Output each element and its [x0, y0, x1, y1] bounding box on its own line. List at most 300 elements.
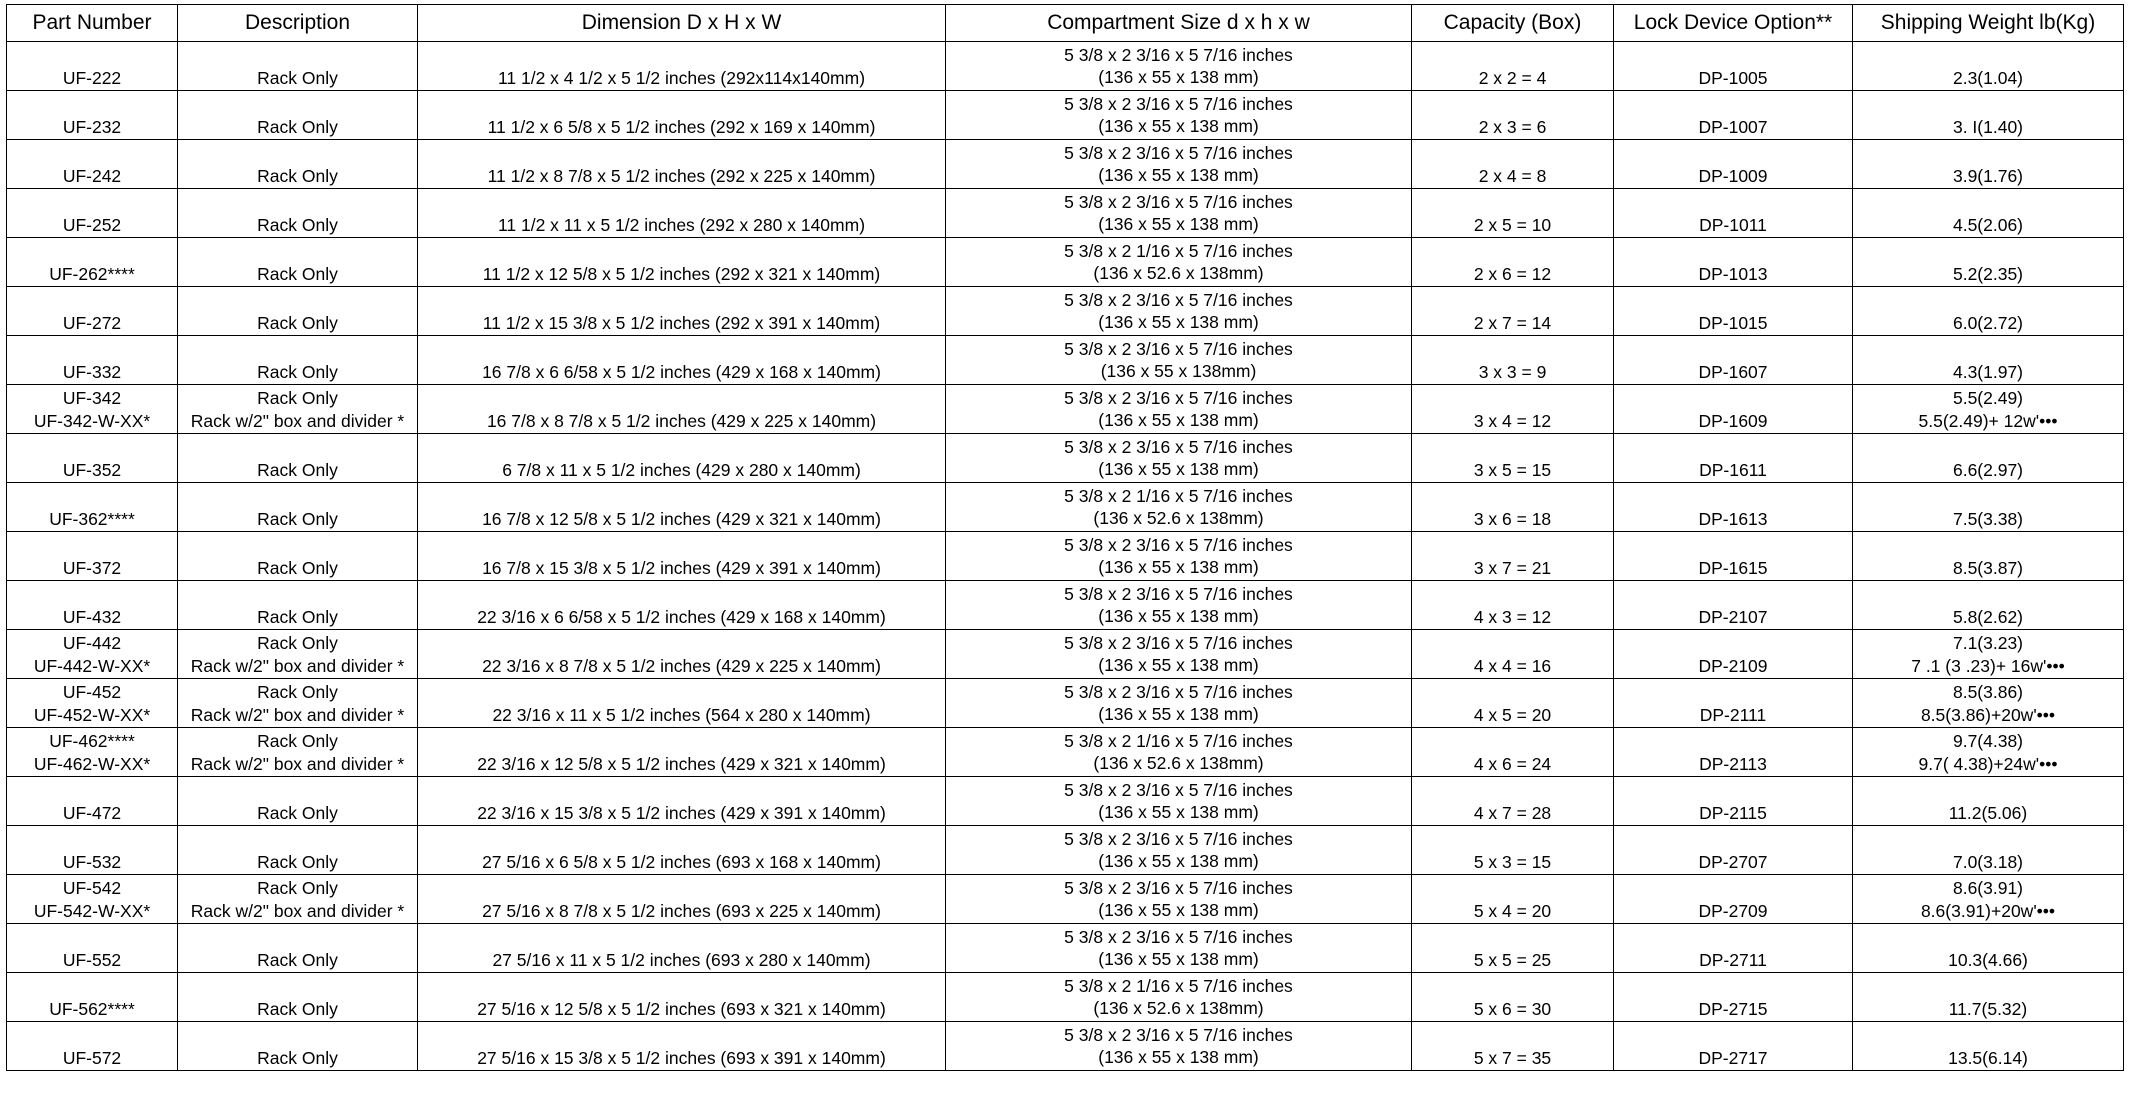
cell-compartment-size-line: (136 x 55 x 138 mm): [1098, 459, 1259, 479]
rack-spec-table: [6, 4, 2124, 1071]
cell-compartment-size-line: (136 x 55 x 138 mm): [1098, 165, 1259, 185]
cell-compartment-size-line: 5 3/8 x 2 3/16 x 5 7/16 inches: [1064, 681, 1293, 702]
cell-description-line: Rack w/2" box and divider *: [190, 900, 405, 921]
cell-dimension-text: 16 7/8 x 8 7/8 x 5 1/2 inches (429 x 225 x 140mm): [486, 410, 877, 431]
cell-compartment-size: [946, 287, 1412, 336]
cell-description-line: Rack Only: [257, 165, 338, 186]
cell-capacity-text: 2 x 4 = 8: [1478, 165, 1547, 186]
cell-compartment-size-line: 5 3/8 x 2 3/16 x 5 7/16 inches: [1064, 632, 1293, 653]
cell-shipping-weight-line: 8.5(3.86): [1952, 682, 2024, 702]
cell-part-number-line: UF-542-W-XX*: [33, 900, 151, 921]
cell-compartment-size-line: (136 x 55 x 138 mm): [1098, 655, 1259, 675]
cell-lock-device-option-text: DP-1607: [1698, 361, 1768, 382]
cell-description: [178, 630, 418, 679]
cell-dimension-text: 27 5/16 x 15 3/8 x 5 1/2 inches (693 x 391 x 140mm): [477, 1047, 886, 1068]
cell-part-number-line: UF-552: [62, 949, 122, 970]
cell-capacity-text: 4 x 5 = 20: [1473, 704, 1552, 725]
table-row: [7, 140, 2124, 189]
cell-capacity: [1412, 875, 1614, 924]
table-row: [7, 483, 2124, 532]
cell-description-line: Rack Only: [257, 557, 338, 578]
cell-shipping-weight-line: 6.6(2.97): [1952, 459, 2024, 480]
cell-dimension: [418, 532, 946, 581]
cell-description: [178, 973, 418, 1022]
table-row: [7, 42, 2124, 91]
cell-part-number-line: UF-332: [62, 361, 122, 382]
table-row: [7, 287, 2124, 336]
cell-shipping-weight: [1853, 875, 2124, 924]
cell-shipping-weight-line: 8.6(3.91): [1952, 878, 2024, 898]
cell-capacity-text: 2 x 2 = 4: [1478, 67, 1547, 88]
cell-compartment-size-line: (136 x 55 x 138 mm): [1098, 704, 1259, 724]
cell-compartment-size-line: (136 x 55 x 138 mm): [1098, 116, 1259, 136]
cell-part-number: [7, 679, 178, 728]
cell-capacity: [1412, 630, 1614, 679]
cell-lock-device-option: [1614, 287, 1853, 336]
cell-dimension-text: 27 5/16 x 11 x 5 1/2 inches (693 x 280 x 140mm): [492, 949, 871, 970]
table-row: [7, 826, 2124, 875]
cell-compartment-size: [946, 728, 1412, 777]
cell-shipping-weight-line: 8.5(3.87): [1952, 557, 2024, 578]
cell-lock-device-option-text: DP-1609: [1698, 410, 1768, 431]
cell-capacity: [1412, 777, 1614, 826]
cell-shipping-weight-line: 5.5(2.49): [1952, 388, 2024, 408]
cell-description-line: Rack Only: [257, 731, 338, 751]
cell-shipping-weight: [1853, 140, 2124, 189]
cell-lock-device-option-text: DP-2711: [1699, 949, 1767, 970]
cell-lock-device-option-text: DP-2715: [1698, 998, 1768, 1019]
cell-lock-device-option-text: DP-1011: [1699, 214, 1767, 235]
cell-capacity-text: 4 x 3 = 12: [1473, 606, 1552, 627]
cell-capacity-text: 2 x 6 = 12: [1473, 263, 1552, 284]
cell-dimension: [418, 1022, 946, 1071]
cell-lock-device-option-text: DP-1007: [1698, 116, 1768, 137]
cell-part-number-line: UF-562****: [49, 998, 135, 1019]
cell-compartment-size-line: 5 3/8 x 2 3/16 x 5 7/16 inches: [1064, 44, 1293, 65]
cell-capacity-text: 4 x 4 = 16: [1473, 655, 1552, 676]
cell-part-number: [7, 189, 178, 238]
cell-compartment-size: [946, 385, 1412, 434]
table-row: [7, 1022, 2124, 1071]
cell-description-line: Rack w/2" box and divider *: [190, 655, 405, 676]
cell-description: [178, 238, 418, 287]
cell-part-number-line: UF-452: [62, 682, 122, 702]
header-description: Description: [178, 5, 418, 42]
cell-compartment-size: [946, 826, 1412, 875]
cell-dimension: [418, 777, 946, 826]
cell-shipping-weight-line: 4.3(1.97): [1952, 361, 2024, 382]
cell-dimension-text: 11 1/2 x 6 5/8 x 5 1/2 inches (292 x 169 x 140mm): [487, 116, 876, 137]
cell-dimension-text: 6 7/8 x 11 x 5 1/2 inches (429 x 280 x 140mm): [502, 459, 861, 480]
cell-shipping-weight-line: 4.5(2.06): [1952, 214, 2024, 235]
cell-dimension: [418, 728, 946, 777]
cell-description-line: Rack Only: [257, 312, 338, 333]
cell-compartment-size-line: (136 x 52.6 x 138mm): [1093, 508, 1264, 528]
cell-dimension-text: 22 3/16 x 12 5/8 x 5 1/2 inches (429 x 321 x 140mm): [477, 753, 886, 774]
cell-description: [178, 728, 418, 777]
cell-shipping-weight-line: 5.2(2.35): [1952, 263, 2024, 284]
cell-compartment-size: [946, 630, 1412, 679]
cell-shipping-weight: [1853, 336, 2124, 385]
cell-compartment-size: [946, 42, 1412, 91]
cell-compartment-size-line: 5 3/8 x 2 3/16 x 5 7/16 inches: [1064, 828, 1293, 849]
cell-description: [178, 483, 418, 532]
cell-capacity: [1412, 287, 1614, 336]
cell-capacity-text: 5 x 6 = 30: [1473, 998, 1552, 1019]
table-body: [7, 42, 2124, 1071]
cell-description: [178, 875, 418, 924]
cell-capacity-text: 5 x 4 = 20: [1473, 900, 1552, 921]
cell-part-number-line: UF-352: [62, 459, 122, 480]
cell-compartment-size-line: (136 x 55 x 138 mm): [1098, 410, 1259, 430]
cell-description-line: Rack w/2" box and divider *: [190, 704, 405, 725]
cell-lock-device-option: [1614, 924, 1853, 973]
cell-compartment-size-line: 5 3/8 x 2 3/16 x 5 7/16 inches: [1064, 93, 1293, 114]
cell-compartment-size-line: 5 3/8 x 2 3/16 x 5 7/16 inches: [1064, 534, 1293, 555]
cell-capacity: [1412, 434, 1614, 483]
cell-shipping-weight: [1853, 483, 2124, 532]
header-capacity: Capacity (Box): [1412, 5, 1614, 42]
cell-dimension: [418, 238, 946, 287]
cell-part-number: [7, 728, 178, 777]
cell-compartment-size-line: (136 x 55 x 138 mm): [1098, 557, 1259, 577]
cell-compartment-size: [946, 532, 1412, 581]
cell-compartment-size-line: 5 3/8 x 2 1/16 x 5 7/16 inches: [1064, 485, 1293, 506]
cell-part-number-line: UF-252: [62, 214, 122, 235]
table-row: [7, 581, 2124, 630]
cell-dimension: [418, 483, 946, 532]
cell-shipping-weight-line: 13.5(6.14): [1948, 1047, 2028, 1068]
cell-compartment-size-line: 5 3/8 x 2 1/16 x 5 7/16 inches: [1064, 730, 1293, 751]
cell-capacity-text: 3 x 7 = 21: [1473, 557, 1552, 578]
cell-shipping-weight-line: 6.0(2.72): [1952, 312, 2024, 333]
cell-part-number: [7, 630, 178, 679]
cell-dimension-text: 11 1/2 x 12 5/8 x 5 1/2 inches (292 x 321 x 140mm): [482, 263, 881, 284]
cell-capacity: [1412, 728, 1614, 777]
cell-lock-device-option-text: DP-2107: [1698, 606, 1768, 627]
cell-capacity: [1412, 385, 1614, 434]
cell-compartment-size-line: (136 x 55 x 138 mm): [1098, 214, 1259, 234]
cell-shipping-weight: [1853, 434, 2124, 483]
cell-dimension-text: 27 5/16 x 8 7/8 x 5 1/2 inches (693 x 225 x 140mm): [482, 900, 881, 921]
cell-compartment-size: [946, 1022, 1412, 1071]
cell-lock-device-option: [1614, 238, 1853, 287]
cell-compartment-size-line: (136 x 55 x 138 mm): [1098, 851, 1259, 871]
cell-part-number-line: UF-372: [62, 557, 122, 578]
cell-lock-device-option: [1614, 42, 1853, 91]
cell-part-number: [7, 924, 178, 973]
cell-dimension-text: 11 1/2 x 4 1/2 x 5 1/2 inches (292x114x140mm): [497, 67, 866, 88]
header-compartment-size: Compartment Size d x h x w: [946, 5, 1412, 42]
cell-lock-device-option-text: DP-2717: [1698, 1047, 1768, 1068]
cell-lock-device-option: [1614, 189, 1853, 238]
cell-description: [178, 581, 418, 630]
cell-compartment-size-line: 5 3/8 x 2 3/16 x 5 7/16 inches: [1064, 1024, 1293, 1045]
cell-dimension-text: 11 1/2 x 8 7/8 x 5 1/2 inches (292 x 225 x 140mm): [487, 165, 876, 186]
cell-capacity-text: 2 x 3 = 6: [1478, 116, 1547, 137]
cell-capacity-text: 5 x 3 = 15: [1473, 851, 1552, 872]
cell-capacity-text: 5 x 7 = 35: [1473, 1047, 1552, 1068]
cell-shipping-weight-line: 8.5(3.86)+20w'•••: [1920, 704, 2056, 725]
cell-dimension-text: 27 5/16 x 12 5/8 x 5 1/2 inches (693 x 321 x 140mm): [477, 998, 886, 1019]
cell-shipping-weight: [1853, 385, 2124, 434]
table-row: [7, 434, 2124, 483]
cell-part-number: [7, 581, 178, 630]
cell-dimension-text: 11 1/2 x 11 x 5 1/2 inches (292 x 280 x 140mm): [497, 214, 866, 235]
cell-capacity-text: 2 x 7 = 14: [1473, 312, 1552, 333]
table-row: [7, 385, 2124, 434]
cell-dimension: [418, 434, 946, 483]
header-shipping-weight: Shipping Weight lb(Kg): [1853, 5, 2124, 42]
cell-dimension: [418, 826, 946, 875]
header-dimension: Dimension D x H x W: [418, 5, 946, 42]
cell-compartment-size-line: (136 x 55 x 138 mm): [1098, 67, 1259, 87]
cell-compartment-size: [946, 91, 1412, 140]
cell-capacity: [1412, 679, 1614, 728]
table-row: [7, 630, 2124, 679]
table-row: [7, 336, 2124, 385]
cell-part-number: [7, 777, 178, 826]
table-row: [7, 189, 2124, 238]
cell-lock-device-option-text: DP-1615: [1698, 557, 1768, 578]
cell-lock-device-option: [1614, 630, 1853, 679]
table-row: [7, 777, 2124, 826]
cell-compartment-size-line: 5 3/8 x 2 3/16 x 5 7/16 inches: [1064, 289, 1293, 310]
cell-part-number-line: UF-262****: [49, 263, 135, 284]
cell-dimension: [418, 336, 946, 385]
table-row: [7, 924, 2124, 973]
cell-compartment-size-line: 5 3/8 x 2 3/16 x 5 7/16 inches: [1064, 436, 1293, 457]
cell-compartment-size: [946, 777, 1412, 826]
cell-capacity-text: 3 x 3 = 9: [1478, 361, 1547, 382]
cell-compartment-size-line: (136 x 52.6 x 138mm): [1093, 753, 1264, 773]
cell-part-number: [7, 826, 178, 875]
cell-lock-device-option: [1614, 385, 1853, 434]
spec-table-container: [6, 4, 2124, 1071]
cell-description: [178, 679, 418, 728]
cell-shipping-weight-line: 11.7(5.32): [1948, 998, 2028, 1019]
cell-part-number-line: UF-452-W-XX*: [33, 704, 151, 725]
cell-description: [178, 434, 418, 483]
cell-description-line: Rack w/2" box and divider *: [190, 410, 405, 431]
cell-part-number-line: UF-342: [62, 388, 122, 408]
cell-compartment-size-line: 5 3/8 x 2 1/16 x 5 7/16 inches: [1064, 975, 1293, 996]
header-part-number: Part Number: [7, 5, 178, 42]
table-row: [7, 532, 2124, 581]
cell-capacity-text: 3 x 4 = 12: [1473, 410, 1552, 431]
table-row: [7, 973, 2124, 1022]
cell-compartment-size-line: 5 3/8 x 2 3/16 x 5 7/16 inches: [1064, 583, 1293, 604]
cell-part-number-line: UF-232: [62, 116, 122, 137]
cell-compartment-size: [946, 875, 1412, 924]
cell-part-number: [7, 140, 178, 189]
cell-shipping-weight: [1853, 287, 2124, 336]
cell-lock-device-option: [1614, 679, 1853, 728]
cell-part-number-line: UF-362****: [49, 508, 135, 529]
cell-description: [178, 140, 418, 189]
cell-dimension: [418, 140, 946, 189]
cell-capacity: [1412, 1022, 1614, 1071]
cell-part-number: [7, 532, 178, 581]
cell-capacity: [1412, 336, 1614, 385]
cell-description: [178, 1022, 418, 1071]
cell-lock-device-option-text: DP-1009: [1698, 165, 1768, 186]
cell-part-number: [7, 336, 178, 385]
cell-compartment-size-line: 5 3/8 x 2 3/16 x 5 7/16 inches: [1064, 877, 1293, 898]
cell-dimension: [418, 189, 946, 238]
cell-description: [178, 826, 418, 875]
cell-part-number-line: UF-342-W-XX*: [33, 410, 151, 431]
cell-shipping-weight-line: 10.3(4.66): [1948, 949, 2028, 970]
cell-part-number-line: UF-462****: [49, 731, 135, 751]
cell-capacity-text: 2 x 5 = 10: [1473, 214, 1552, 235]
cell-dimension: [418, 973, 946, 1022]
cell-lock-device-option: [1614, 728, 1853, 777]
cell-dimension-text: 16 7/8 x 12 5/8 x 5 1/2 inches (429 x 321 x 140mm): [482, 508, 881, 529]
cell-lock-device-option-text: DP-1613: [1698, 508, 1768, 529]
cell-compartment-size: [946, 679, 1412, 728]
cell-compartment-size: [946, 336, 1412, 385]
cell-compartment-size: [946, 434, 1412, 483]
cell-compartment-size-line: (136 x 55 x 138 mm): [1098, 949, 1259, 969]
cell-compartment-size-line: 5 3/8 x 2 3/16 x 5 7/16 inches: [1064, 926, 1293, 947]
cell-dimension: [418, 630, 946, 679]
cell-shipping-weight-line: 9.7( 4.38)+24w'•••: [1918, 753, 2058, 774]
cell-description: [178, 777, 418, 826]
cell-dimension: [418, 42, 946, 91]
cell-shipping-weight-line: 5.5(2.49)+ 12w'•••: [1918, 410, 2058, 431]
cell-description-line: Rack Only: [257, 361, 338, 382]
cell-description-line: Rack Only: [257, 116, 338, 137]
cell-part-number: [7, 973, 178, 1022]
cell-part-number-line: UF-242: [62, 165, 122, 186]
cell-description: [178, 42, 418, 91]
cell-compartment-size-line: 5 3/8 x 2 3/16 x 5 7/16 inches: [1064, 779, 1293, 800]
cell-shipping-weight: [1853, 581, 2124, 630]
cell-lock-device-option: [1614, 826, 1853, 875]
cell-capacity: [1412, 973, 1614, 1022]
cell-part-number: [7, 287, 178, 336]
cell-lock-device-option-text: DP-1015: [1698, 312, 1768, 333]
cell-description-line: Rack Only: [257, 214, 338, 235]
cell-description-line: Rack Only: [257, 263, 338, 284]
cell-compartment-size: [946, 973, 1412, 1022]
cell-lock-device-option: [1614, 140, 1853, 189]
cell-description-line: Rack Only: [257, 606, 338, 627]
cell-compartment-size-line: 5 3/8 x 2 3/16 x 5 7/16 inches: [1064, 142, 1293, 163]
cell-shipping-weight: [1853, 42, 2124, 91]
cell-capacity: [1412, 924, 1614, 973]
cell-shipping-weight: [1853, 728, 2124, 777]
cell-part-number: [7, 385, 178, 434]
cell-dimension: [418, 581, 946, 630]
cell-capacity-text: 5 x 5 = 25: [1473, 949, 1552, 970]
cell-lock-device-option: [1614, 91, 1853, 140]
cell-part-number: [7, 42, 178, 91]
cell-dimension: [418, 287, 946, 336]
cell-shipping-weight: [1853, 532, 2124, 581]
cell-shipping-weight: [1853, 91, 2124, 140]
cell-dimension: [418, 385, 946, 434]
cell-shipping-weight-line: 7 .1 (3 .23)+ 16w'•••: [1911, 655, 2065, 676]
cell-description: [178, 385, 418, 434]
cell-part-number: [7, 91, 178, 140]
cell-lock-device-option: [1614, 1022, 1853, 1071]
cell-capacity-text: 3 x 5 = 15: [1473, 459, 1552, 480]
cell-description-line: Rack Only: [257, 949, 338, 970]
cell-shipping-weight: [1853, 924, 2124, 973]
cell-description: [178, 91, 418, 140]
cell-lock-device-option-text: DP-2709: [1698, 900, 1768, 921]
cell-part-number-line: UF-432: [62, 606, 122, 627]
cell-capacity: [1412, 42, 1614, 91]
cell-part-number-line: UF-532: [62, 851, 122, 872]
cell-dimension-text: 11 1/2 x 15 3/8 x 5 1/2 inches (292 x 391 x 140mm): [482, 312, 881, 333]
cell-lock-device-option: [1614, 434, 1853, 483]
cell-part-number: [7, 483, 178, 532]
cell-dimension-text: 22 3/16 x 8 7/8 x 5 1/2 inches (429 x 225 x 140mm): [482, 655, 881, 676]
cell-lock-device-option: [1614, 875, 1853, 924]
cell-lock-device-option: [1614, 777, 1853, 826]
cell-shipping-weight: [1853, 973, 2124, 1022]
cell-description: [178, 336, 418, 385]
cell-compartment-size: [946, 924, 1412, 973]
cell-shipping-weight-line: 5.8(2.62): [1952, 606, 2024, 627]
cell-compartment-size-line: (136 x 55 x 138 mm): [1098, 312, 1259, 332]
table-row: [7, 238, 2124, 287]
cell-shipping-weight-line: 3.9(1.76): [1952, 165, 2024, 186]
cell-dimension-text: 16 7/8 x 6 6/58 x 5 1/2 inches (429 x 168 x 140mm): [482, 361, 881, 382]
cell-part-number-line: UF-272: [62, 312, 122, 333]
cell-shipping-weight: [1853, 630, 2124, 679]
table-header: [7, 5, 2124, 42]
cell-capacity: [1412, 483, 1614, 532]
cell-lock-device-option: [1614, 483, 1853, 532]
cell-part-number: [7, 1022, 178, 1071]
cell-description-line: Rack w/2" box and divider *: [190, 753, 405, 774]
cell-lock-device-option: [1614, 581, 1853, 630]
cell-part-number: [7, 434, 178, 483]
cell-compartment-size: [946, 483, 1412, 532]
cell-dimension-text: 22 3/16 x 6 6/58 x 5 1/2 inches (429 x 168 x 140mm): [477, 606, 886, 627]
cell-description: [178, 532, 418, 581]
cell-capacity-text: 4 x 7 = 28: [1473, 802, 1552, 823]
cell-dimension: [418, 924, 946, 973]
cell-capacity: [1412, 238, 1614, 287]
header-lock-device-option: Lock Device Option**: [1614, 5, 1853, 42]
cell-compartment-size-line: (136 x 52.6 x 138mm): [1093, 263, 1264, 283]
cell-dimension-text: 22 3/16 x 15 3/8 x 5 1/2 inches (429 x 391 x 140mm): [477, 802, 886, 823]
cell-shipping-weight: [1853, 1022, 2124, 1071]
cell-description-line: Rack Only: [257, 67, 338, 88]
cell-part-number-line: UF-472: [62, 802, 122, 823]
table-row: [7, 728, 2124, 777]
cell-compartment-size-line: 5 3/8 x 2 3/16 x 5 7/16 inches: [1064, 387, 1293, 408]
cell-lock-device-option-text: DP-2111: [1699, 704, 1767, 725]
cell-compartment-size: [946, 189, 1412, 238]
cell-part-number-line: UF-462-W-XX*: [33, 753, 151, 774]
cell-part-number-line: UF-572: [62, 1047, 122, 1068]
header-row: [7, 5, 2124, 42]
cell-capacity: [1412, 140, 1614, 189]
cell-shipping-weight-line: 9.7(4.38): [1952, 731, 2024, 751]
cell-capacity: [1412, 189, 1614, 238]
cell-lock-device-option: [1614, 336, 1853, 385]
cell-part-number: [7, 875, 178, 924]
cell-shipping-weight: [1853, 238, 2124, 287]
cell-capacity: [1412, 826, 1614, 875]
cell-shipping-weight: [1853, 777, 2124, 826]
